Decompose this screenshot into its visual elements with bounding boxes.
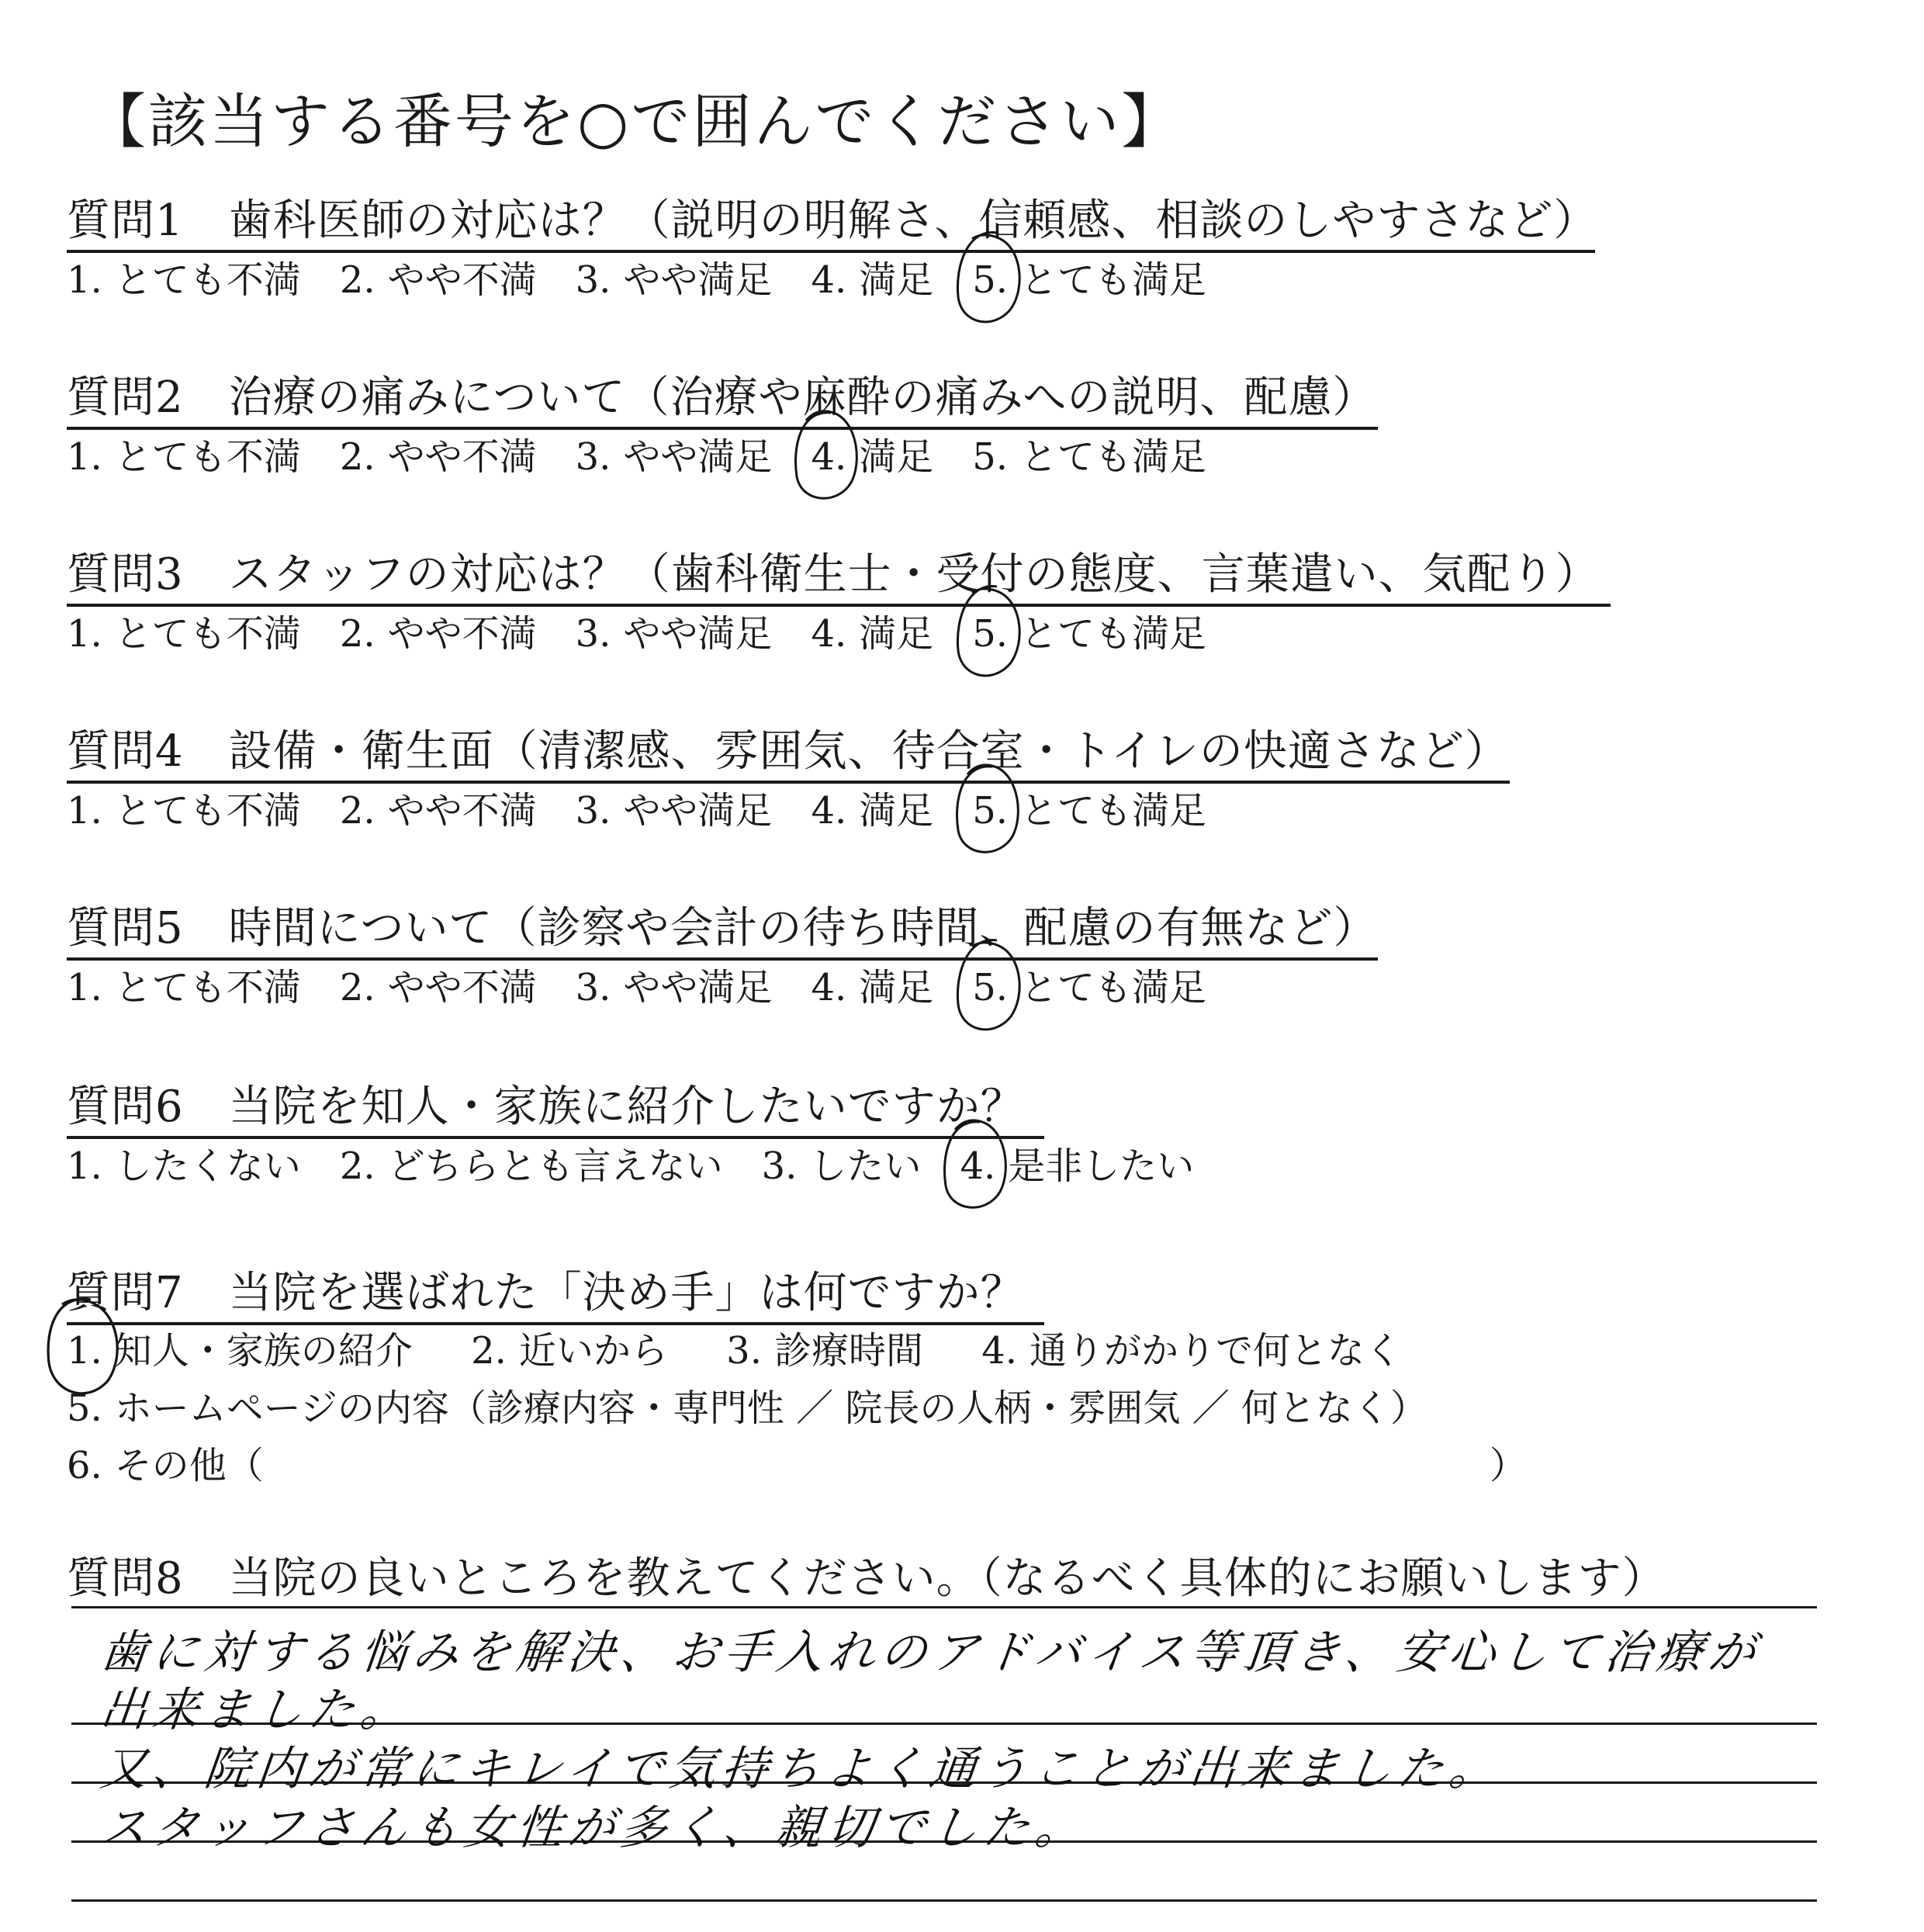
- option-number: 5.: [972, 966, 1009, 1009]
- page-title: 【該当する番号を○で囲んでください】: [87, 87, 1183, 156]
- option-label: どちらとも言えない: [387, 1144, 723, 1188]
- question-6: [67, 1072, 1044, 1139]
- question-number: 質問1: [67, 196, 184, 246]
- option-5[interactable]: 5. ホームページの内容（診療内容・専門性 ／ 院長の人柄・雰囲気 ／ 何となく）: [67, 1387, 1427, 1430]
- option-label: とても不満: [114, 258, 301, 302]
- option-4[interactable]: [811, 604, 933, 657]
- option-3[interactable]: [576, 957, 773, 1011]
- option-number: 1.: [67, 435, 102, 479]
- q7-options-row-1: [67, 1321, 1441, 1374]
- question-2: [67, 363, 1378, 430]
- option-label: したい: [809, 1144, 922, 1188]
- handwritten-answer-line-3: 又、院内が常にキレイで気持ちよく通うことが出来ました。: [97, 1742, 1504, 1796]
- option-label: したくない: [114, 1144, 301, 1188]
- question-text: 治療の痛みについて（治療や麻酔の痛みへの説明、配慮）: [228, 372, 1377, 423]
- option-label: やや満足: [623, 966, 773, 1009]
- option-label: 満足: [859, 258, 934, 302]
- option-label: 是非したい: [1008, 1144, 1195, 1188]
- option-3[interactable]: 3. 診療時間: [726, 1329, 923, 1373]
- question-text: スタッフの対応は？（歯科衛生士・受付の態度、言葉遣い、気配り）: [228, 549, 1600, 600]
- handwritten-answer-line-2: 出来ました。: [97, 1683, 416, 1737]
- option-label: やや満足: [623, 258, 773, 302]
- question-4: [67, 717, 1510, 784]
- option-number: 1.: [67, 258, 102, 302]
- option-number: 5.: [972, 258, 1009, 302]
- option-number: 1.: [67, 612, 102, 656]
- question-text: 歯科医師の対応は？（説明の明解さ、信頼感、相談のしやすさなど）: [228, 196, 1598, 246]
- option-2[interactable]: [340, 781, 537, 834]
- option-number: 2.: [339, 1144, 375, 1188]
- question-number: 質問5: [67, 903, 184, 954]
- option-3[interactable]: [576, 250, 773, 303]
- option-3[interactable]: [576, 781, 773, 834]
- option-number: 3.: [575, 789, 611, 833]
- option-label: 満足: [859, 789, 934, 833]
- question-number: 質問2: [67, 372, 184, 423]
- option-label: やや不満: [387, 966, 537, 1009]
- option-number: 4.: [811, 612, 847, 656]
- option-1[interactable]: 1. 知人・家族の紹介: [67, 1321, 413, 1374]
- option-label: やや満足: [623, 789, 773, 833]
- option-label: とても不満: [114, 435, 301, 479]
- answer-line: [71, 1899, 1817, 1902]
- option-number: 1.: [67, 789, 102, 833]
- question-text: 当院を選ばれた「決め手」は何ですか？: [228, 1268, 1025, 1318]
- option-label: やや満足: [623, 435, 773, 479]
- option-number: 4.: [811, 966, 847, 1009]
- option-number: 2.: [339, 258, 375, 302]
- option-number: 3.: [575, 258, 611, 302]
- option-2[interactable]: [340, 957, 537, 1011]
- option-number: 5.: [972, 612, 1009, 656]
- other-close-paren: ）: [1490, 1444, 1528, 1487]
- option-1[interactable]: [67, 427, 301, 480]
- option-number: 1.: [67, 1144, 102, 1188]
- option-3[interactable]: [576, 427, 773, 480]
- option-2[interactable]: [340, 250, 537, 303]
- option-label: やや満足: [623, 612, 773, 656]
- option-number: 2.: [339, 966, 375, 1009]
- option-label: やや不満: [387, 258, 537, 302]
- answer-line: [71, 1606, 1817, 1608]
- question-1-options: [67, 250, 1245, 303]
- option-1[interactable]: [67, 250, 301, 303]
- option-number: 3.: [575, 435, 611, 479]
- option-1[interactable]: [67, 957, 301, 1011]
- option-label: とても満足: [1020, 435, 1207, 479]
- question-5-options: [67, 957, 1245, 1011]
- option-4[interactable]: [811, 781, 933, 834]
- option-3[interactable]: [762, 1136, 922, 1189]
- q7-options-row-2: [67, 1378, 1466, 1432]
- option-number: 2.: [339, 789, 375, 833]
- option-label: とても満足: [1020, 789, 1207, 833]
- option-5[interactable]: [972, 427, 1206, 480]
- handwritten-answer-line-4: スタッフさんも女性が多く、親切でした。: [97, 1801, 1090, 1855]
- option-1[interactable]: [67, 781, 301, 834]
- option-4[interactable]: [811, 250, 933, 303]
- option-number: 2.: [339, 435, 375, 479]
- option-1[interactable]: [67, 1136, 301, 1189]
- question-7: [67, 1259, 1044, 1325]
- option-label: とても不満: [114, 612, 301, 656]
- handwritten-answer-line-1: 歯に対する悩みを解決、お手入れのアドバイス等頂き、安心して治療が: [97, 1626, 1763, 1680]
- question-2-options: [67, 427, 1245, 480]
- option-number: 4.: [960, 1144, 996, 1188]
- question-text: 当院を知人・家族に紹介したいですか？: [228, 1082, 1025, 1132]
- option-5[interactable]: [972, 781, 1206, 834]
- question-6-options: [67, 1136, 1233, 1189]
- question-number: 質問7: [67, 1268, 184, 1318]
- option-6[interactable]: 6. その他（: [67, 1444, 264, 1487]
- option-number: 3.: [575, 966, 611, 1009]
- option-number: 3.: [761, 1144, 798, 1188]
- option-label: 満足: [859, 435, 934, 479]
- question-8: [67, 1544, 1666, 1608]
- option-label: やや不満: [387, 435, 537, 479]
- option-2[interactable]: [340, 1136, 723, 1189]
- question-3-options: [67, 604, 1245, 657]
- option-4[interactable]: 4. 通りがかりで何となく: [981, 1329, 1403, 1373]
- question-text: 時間について（診察や会計の待ち時間、配慮の有無など）: [228, 903, 1378, 954]
- option-label: 満足: [859, 966, 934, 1009]
- option-3[interactable]: [576, 604, 773, 657]
- option-number: 2.: [339, 612, 375, 656]
- option-label: とても不満: [114, 966, 301, 1009]
- option-4[interactable]: [960, 1136, 1194, 1189]
- option-number: 5.: [972, 435, 1009, 479]
- option-number: 4.: [811, 789, 847, 833]
- option-label: とても満足: [1020, 966, 1207, 1009]
- question-number: 質問8: [67, 1553, 184, 1604]
- option-4[interactable]: [811, 957, 933, 1011]
- question-text: 設備・衛生面（清潔感、雰囲気、待合室・トイレの快適さなど）: [228, 726, 1509, 777]
- option-label: とても満足: [1020, 612, 1207, 656]
- option-number: 5.: [972, 789, 1009, 833]
- option-5[interactable]: [972, 604, 1206, 657]
- option-number: 4.: [811, 258, 847, 302]
- option-2[interactable]: 2. 近いから: [471, 1329, 668, 1373]
- option-2[interactable]: [340, 604, 537, 657]
- question-number: 質問3: [67, 549, 184, 600]
- option-number: 1.: [67, 966, 102, 1009]
- option-5[interactable]: [972, 957, 1206, 1011]
- option-1[interactable]: [67, 604, 301, 657]
- question-number: 質問4: [67, 726, 184, 777]
- option-label: 満足: [859, 612, 934, 656]
- question-5: [67, 894, 1378, 961]
- option-label: とても不満: [114, 789, 301, 833]
- question-1: [67, 186, 1598, 253]
- question-3: [67, 540, 1611, 607]
- option-label: とても満足: [1020, 258, 1207, 302]
- option-4[interactable]: [811, 427, 933, 480]
- option-label: やや不満: [387, 789, 537, 833]
- option-2[interactable]: [340, 427, 537, 480]
- q7-options-row-3: [67, 1435, 303, 1489]
- question-4-options: [67, 781, 1245, 834]
- option-5[interactable]: [972, 250, 1206, 303]
- option-number: 3.: [575, 612, 611, 656]
- option-label: やや不満: [387, 612, 537, 656]
- option-number: 4.: [811, 435, 847, 479]
- question-number: 質問6: [67, 1082, 184, 1132]
- question-text: 当院の良いところを教えてください。（なるべく具体的にお願いします）: [228, 1553, 1666, 1604]
